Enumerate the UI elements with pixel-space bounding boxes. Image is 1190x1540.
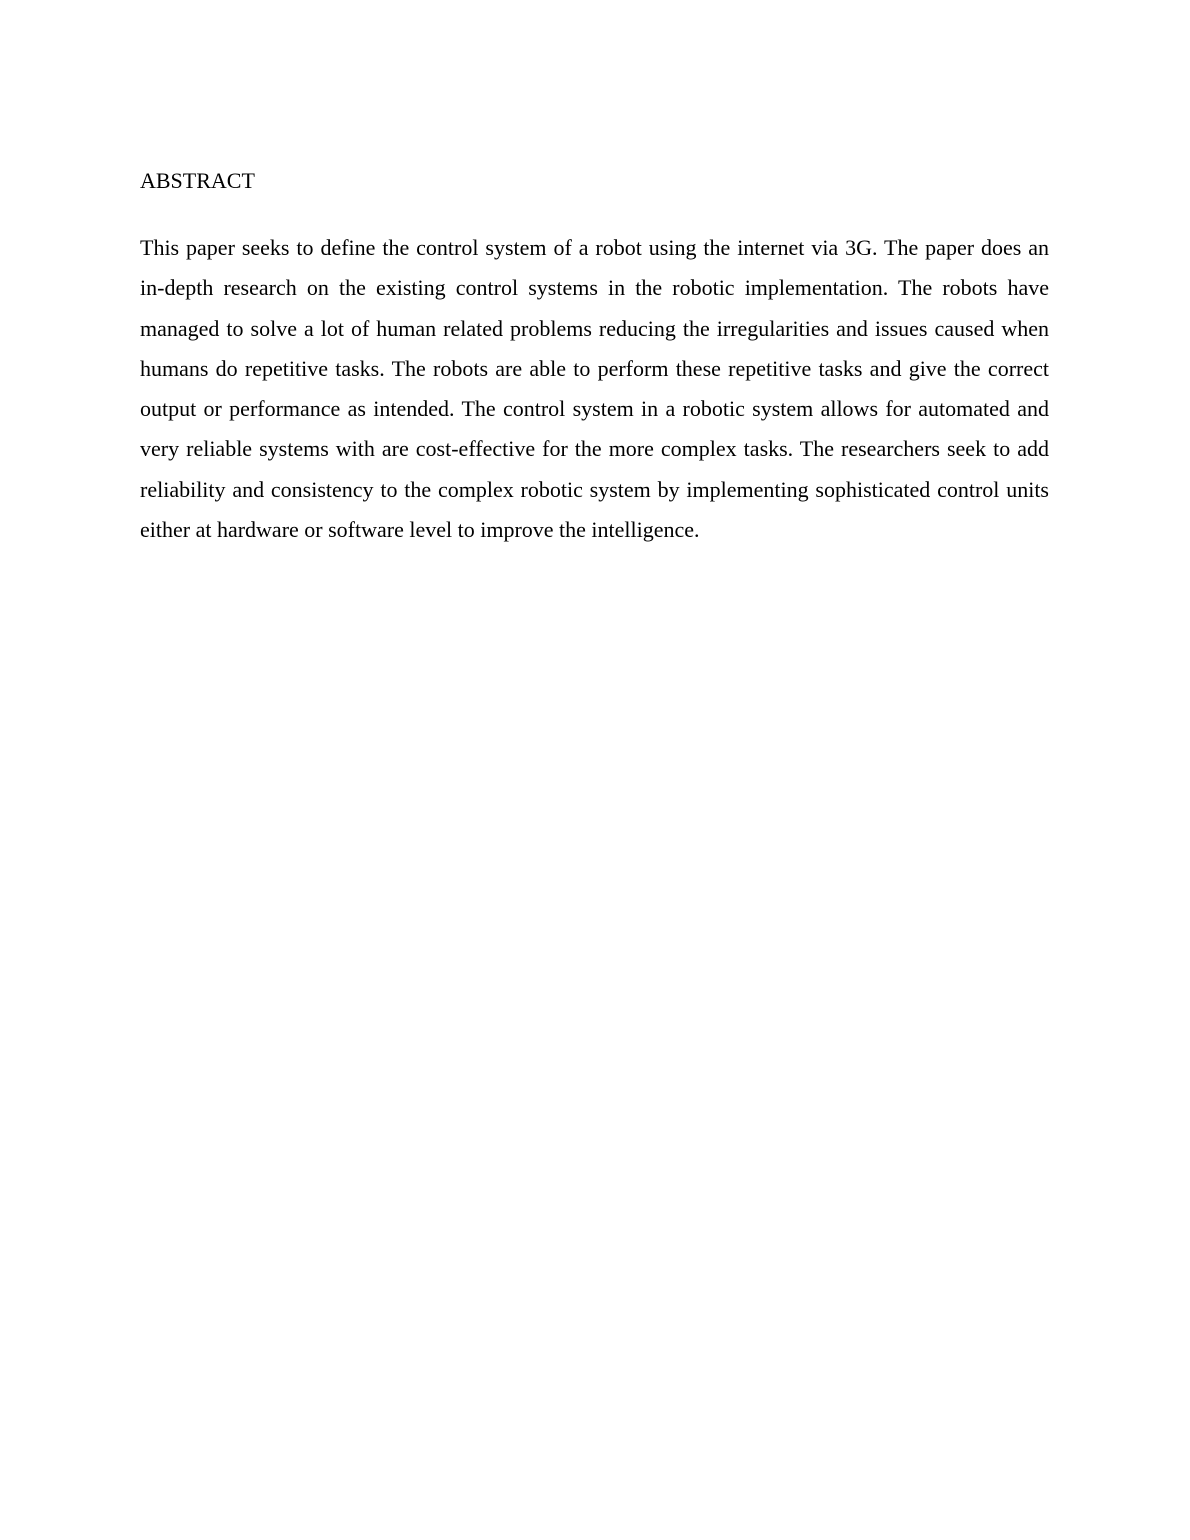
- abstract-section: [140, 166, 1049, 550]
- abstract-paragraph: This paper seeks to define the control system of a robot using the internet via 3G. The paper does an in-depth research on the existing control systems in the robotic implementation. The robots have managed to solve a lot of human related problems reducing the irregularities and issues caused when humans do repetitive tasks. The robots are able to perform these repetitive tasks and give the correct output or performance as intended. The control system in a robotic system allows for automated and very reliable systems with are cost-effective for the more complex tasks. The researchers seek to add reliability and consistency to the complex robotic system by implementing sophisticated control units either at hardware or software level to improve the intelligence.: [140, 235, 1049, 543]
- abstract-heading: ABSTRACT: [140, 168, 255, 193]
